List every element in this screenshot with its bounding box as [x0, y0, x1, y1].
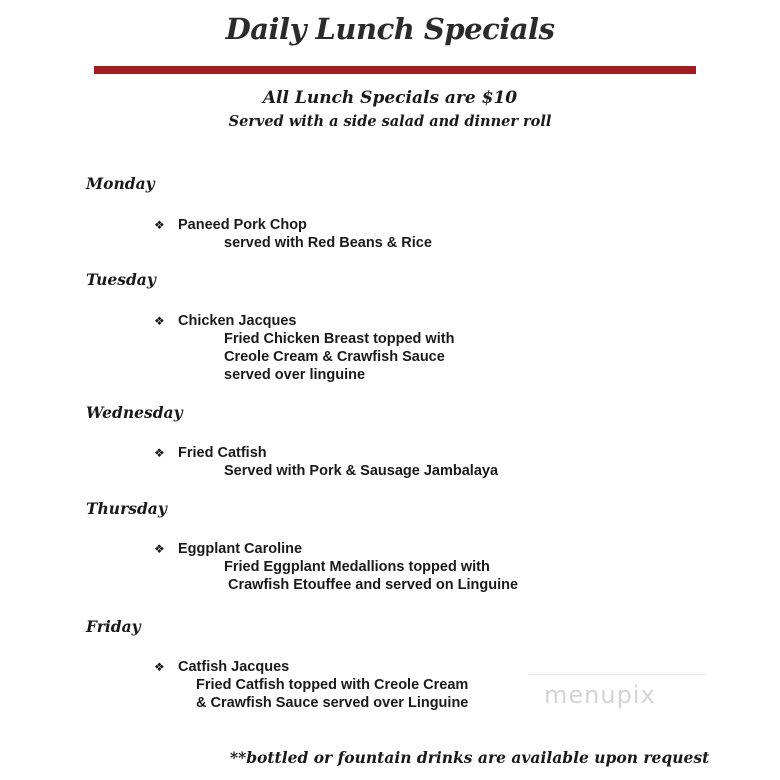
dish-description-line: served with Red Beans & Rice [224, 235, 432, 251]
day-heading-monday: Monday [86, 174, 155, 193]
dish-name-tuesday: Chicken Jacques [178, 313, 297, 329]
watermark-line [528, 674, 706, 675]
sides-subtitle: Served with a side salad and dinner roll [228, 113, 552, 130]
dish-name-wednesday: Fried Catfish [178, 445, 267, 461]
dish-description-line: Creole Cream & Crawfish Sauce [224, 349, 445, 365]
drinks-footnote: **bottled or fountain drinks are available upon request [230, 748, 710, 767]
day-heading-thursday: Thursday [86, 499, 167, 518]
watermark-logo: menupix [544, 681, 656, 709]
price-subtitle: All Lunch Specials are $10 [262, 88, 518, 108]
bullet-icon: ❖ [154, 446, 165, 460]
dish-name-friday: Catfish Jacques [178, 659, 290, 675]
dish-description-line: Fried Eggplant Medallions topped with [224, 559, 490, 575]
dish-description-line: Fried Catfish topped with Creole Cream [196, 677, 469, 693]
dish-name-thursday: Eggplant Caroline [178, 541, 303, 557]
page-title: Daily Lunch Specials [225, 12, 555, 46]
day-heading-tuesday: Tuesday [86, 270, 156, 289]
bullet-icon: ❖ [154, 218, 165, 232]
bullet-icon: ❖ [154, 314, 165, 328]
dish-description-line: Fried Chicken Breast topped with [224, 331, 455, 347]
title-divider [94, 66, 696, 74]
day-heading-wednesday: Wednesday [86, 403, 183, 422]
day-heading-friday: Friday [86, 617, 141, 636]
dish-description-line: Served with Pork & Sausage Jambalaya [224, 463, 499, 479]
dish-description-line: & Crawfish Sauce served over Linguine [196, 695, 469, 711]
bullet-icon: ❖ [154, 542, 165, 556]
dish-description-line: Crawfish Etouffee and served on Linguine [228, 577, 519, 593]
bullet-icon: ❖ [154, 660, 165, 674]
dish-description-line: served over linguine [224, 367, 366, 383]
dish-name-monday: Paneed Pork Chop [178, 217, 307, 233]
